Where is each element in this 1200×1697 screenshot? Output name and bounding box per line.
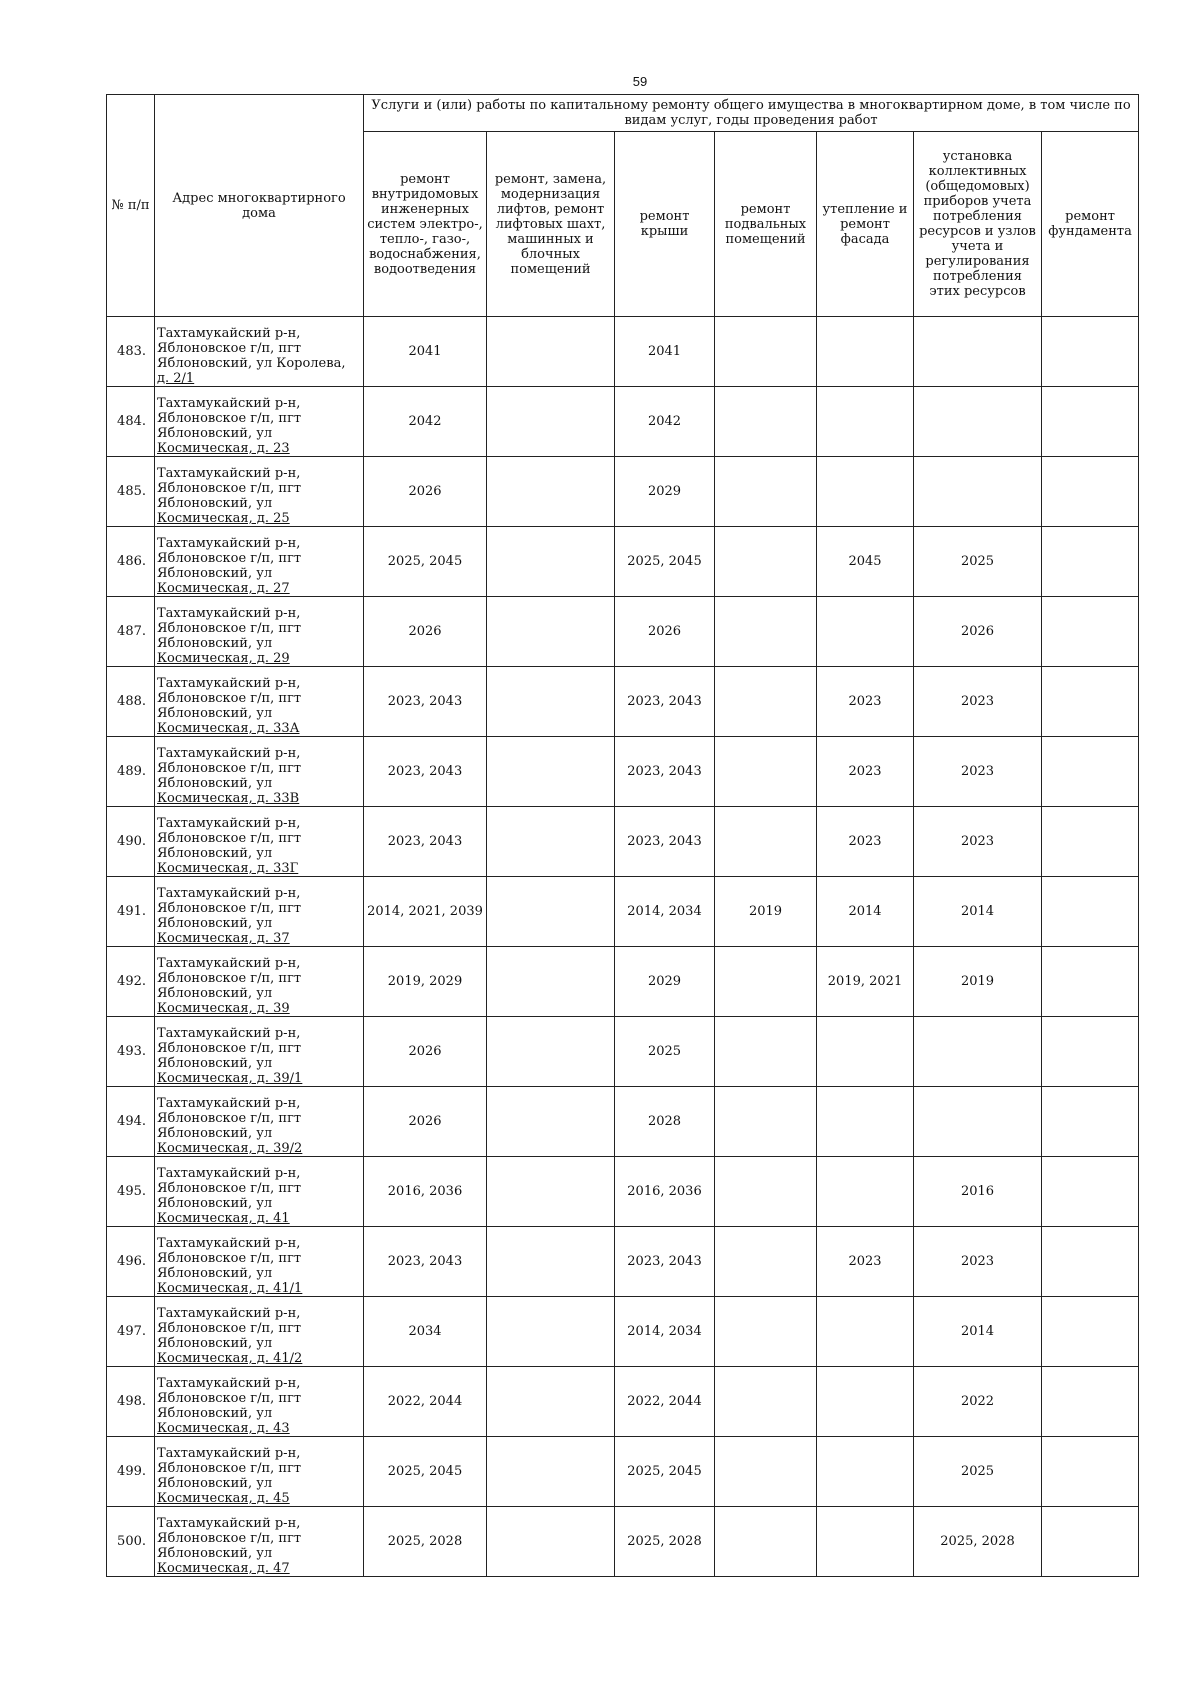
cell-basement: [715, 667, 817, 737]
address-line: Тахтамукайский р-н,: [157, 816, 301, 831]
cell-facade: [817, 1367, 914, 1437]
cell-meters: 2026: [914, 597, 1042, 667]
cell-elevators: [487, 877, 615, 947]
table-body: [107, 317, 1139, 1577]
cell-elevators: [487, 387, 615, 457]
cell-elevators: [487, 1227, 615, 1297]
address-line: Космическая, д. 41/2: [157, 1351, 303, 1366]
row-number: 497.: [107, 1297, 155, 1367]
address-line: Яблоновский, ул: [157, 1126, 273, 1141]
cell-engineering: 2023, 2043: [364, 1227, 487, 1297]
address-line: Яблоновское г/п, пгт: [157, 1181, 302, 1196]
table-row: [107, 317, 1139, 387]
row-number: 490.: [107, 807, 155, 877]
cell-foundation: [1042, 877, 1139, 947]
cell-basement: [715, 387, 817, 457]
row-address: [155, 1087, 364, 1157]
address-line: Яблоновское г/п, пгт: [157, 1251, 302, 1266]
address-line: Космическая, д. 39/2: [157, 1141, 303, 1156]
address-line: Тахтамукайский р-н,: [157, 1446, 301, 1461]
cell-foundation: [1042, 807, 1139, 877]
cell-meters: 2025, 2028: [914, 1507, 1042, 1577]
row-number: 498.: [107, 1367, 155, 1437]
cell-engineering: 2014, 2021, 2039: [364, 877, 487, 947]
address-line: Тахтамукайский р-н,: [157, 1166, 301, 1181]
address-line: Космическая, д. 41/1: [157, 1281, 303, 1296]
row-number: 494.: [107, 1087, 155, 1157]
address-line: Космическая, д. 23: [157, 441, 290, 456]
cell-meters: 2023: [914, 1227, 1042, 1297]
table-row: [107, 1227, 1139, 1297]
table-row: [107, 947, 1139, 1017]
address-line: Яблоновское г/п, пгт: [157, 411, 302, 426]
cell-foundation: [1042, 1227, 1139, 1297]
cell-foundation: [1042, 737, 1139, 807]
cell-basement: [715, 1227, 817, 1297]
cell-basement: [715, 947, 817, 1017]
address-line: Тахтамукайский р-н,: [157, 1376, 301, 1391]
cell-engineering: 2023, 2043: [364, 807, 487, 877]
address-line: Тахтамукайский р-н,: [157, 676, 301, 691]
cell-roof: 2025: [615, 1017, 715, 1087]
cell-engineering: 2025, 2028: [364, 1507, 487, 1577]
cell-engineering: 2026: [364, 1017, 487, 1087]
cell-foundation: [1042, 387, 1139, 457]
cell-meters: [914, 1017, 1042, 1087]
row-number: 491.: [107, 877, 155, 947]
table-row: [107, 667, 1139, 737]
row-address: [155, 667, 364, 737]
cell-foundation: [1042, 457, 1139, 527]
cell-meters: 2023: [914, 667, 1042, 737]
row-number: 492.: [107, 947, 155, 1017]
cell-basement: [715, 527, 817, 597]
address-line: Яблоновское г/п, пгт: [157, 761, 302, 776]
address-line: Тахтамукайский р-н,: [157, 326, 301, 341]
address-line: Яблоновское г/п, пгт: [157, 551, 302, 566]
cell-elevators: [487, 1437, 615, 1507]
cell-elevators: [487, 1087, 615, 1157]
cell-roof: 2041: [615, 317, 715, 387]
address-line: Космическая, д. 43: [157, 1421, 290, 1436]
table-row: [107, 1367, 1139, 1437]
row-number: 493.: [107, 1017, 155, 1087]
address-line: Космическая, д. 33А: [157, 721, 300, 736]
cell-meters: 2023: [914, 807, 1042, 877]
cell-basement: [715, 1507, 817, 1577]
cell-foundation: [1042, 1367, 1139, 1437]
row-address: [155, 387, 364, 457]
address-line: Космическая, д. 41: [157, 1211, 290, 1226]
cell-engineering: 2042: [364, 387, 487, 457]
page-number: 59: [632, 74, 648, 89]
cell-basement: [715, 807, 817, 877]
cell-facade: 2023: [817, 1227, 914, 1297]
row-address: [155, 317, 364, 387]
table-row: [107, 1087, 1139, 1157]
address-line: Космическая, д. 45: [157, 1491, 290, 1506]
cell-foundation: [1042, 317, 1139, 387]
cell-engineering: 2023, 2043: [364, 667, 487, 737]
address-line: Космическая, д. 27: [157, 581, 290, 596]
address-line: Яблоновское г/п, пгт: [157, 481, 302, 496]
header-col-basement: ремонт подвальных помещений: [715, 132, 817, 317]
cell-meters: 2014: [914, 1297, 1042, 1367]
address-line: Яблоновский, ул: [157, 846, 273, 861]
cell-foundation: [1042, 1017, 1139, 1087]
address-line: Яблоновское г/п, пгт: [157, 1111, 302, 1126]
address-line: Тахтамукайский р-н,: [157, 1306, 301, 1321]
table-row: [107, 737, 1139, 807]
row-address: [155, 457, 364, 527]
cell-facade: [817, 1297, 914, 1367]
table-row: [107, 1437, 1139, 1507]
row-address: [155, 597, 364, 667]
cell-basement: [715, 1437, 817, 1507]
cell-basement: [715, 1017, 817, 1087]
cell-facade: [817, 1087, 914, 1157]
address-line: Космическая, д. 37: [157, 931, 290, 946]
row-number: 486.: [107, 527, 155, 597]
table-row: [107, 597, 1139, 667]
address-line: Яблоновский, ул: [157, 916, 273, 931]
row-address: [155, 1437, 364, 1507]
cell-roof: 2023, 2043: [615, 737, 715, 807]
cell-basement: [715, 317, 817, 387]
cell-roof: 2025, 2045: [615, 1437, 715, 1507]
cell-meters: 2014: [914, 877, 1042, 947]
header-num: № п/п: [107, 95, 155, 317]
row-number: 496.: [107, 1227, 155, 1297]
address-line: Космическая, д. 33В: [157, 791, 300, 806]
row-address: [155, 877, 364, 947]
cell-roof: 2029: [615, 947, 715, 1017]
header-col-roof: ремонт крыши: [615, 132, 715, 317]
address-line: Космическая, д. 39: [157, 1001, 290, 1016]
row-address: [155, 1507, 364, 1577]
row-number: 499.: [107, 1437, 155, 1507]
address-line: Космическая, д. 25: [157, 511, 290, 526]
cell-basement: [715, 737, 817, 807]
cell-foundation: [1042, 1087, 1139, 1157]
cell-elevators: [487, 807, 615, 877]
cell-facade: [817, 1017, 914, 1087]
address-line: д. 2/1: [157, 371, 195, 386]
cell-elevators: [487, 1507, 615, 1577]
cell-engineering: 2022, 2044: [364, 1367, 487, 1437]
cell-roof: 2014, 2034: [615, 877, 715, 947]
cell-meters: 2025: [914, 1437, 1042, 1507]
address-line: Яблоновский, ул: [157, 776, 273, 791]
address-line: Яблоновский, ул: [157, 496, 273, 511]
address-line: Яблоновский, ул: [157, 566, 273, 581]
address-line: Яблоновский, ул: [157, 1196, 273, 1211]
address-line: Яблоновское г/п, пгт: [157, 1391, 302, 1406]
cell-elevators: [487, 457, 615, 527]
cell-roof: 2029: [615, 457, 715, 527]
cell-roof: 2028: [615, 1087, 715, 1157]
table-row: [107, 387, 1139, 457]
cell-basement: [715, 1087, 817, 1157]
cell-elevators: [487, 667, 615, 737]
cell-engineering: 2026: [364, 597, 487, 667]
cell-facade: [817, 1437, 914, 1507]
cell-basement: [715, 1367, 817, 1437]
cell-roof: 2026: [615, 597, 715, 667]
cell-basement: [715, 457, 817, 527]
table-header: [107, 95, 1139, 317]
cell-roof: 2023, 2043: [615, 1227, 715, 1297]
address-line: Тахтамукайский р-н,: [157, 1236, 301, 1251]
address-line: Тахтамукайский р-н,: [157, 466, 301, 481]
address-line: Тахтамукайский р-н,: [157, 746, 301, 761]
row-number: 500.: [107, 1507, 155, 1577]
cell-engineering: 2026: [364, 1087, 487, 1157]
capital-repair-table: [106, 94, 1139, 1577]
cell-foundation: [1042, 947, 1139, 1017]
address-line: Яблоновский, ул: [157, 426, 273, 441]
header-col-engineering: ремонт внутридомовых инженерных систем электро-, тепло-, газо-, водоснабжения, водоотведения: [364, 132, 487, 317]
table-row: [107, 1017, 1139, 1087]
address-line: Яблоновское г/п, пгт: [157, 691, 302, 706]
row-address: [155, 1017, 364, 1087]
cell-roof: 2023, 2043: [615, 667, 715, 737]
cell-engineering: 2019, 2029: [364, 947, 487, 1017]
address-line: Тахтамукайский р-н,: [157, 886, 301, 901]
cell-roof: 2022, 2044: [615, 1367, 715, 1437]
cell-meters: 2025: [914, 527, 1042, 597]
header-services-group: Услуги и (или) работы по капитальному ремонту общего имущества в многоквартирном доме, в том числе по видам услуг, годы проведения работ: [364, 95, 1139, 132]
cell-facade: [817, 597, 914, 667]
cell-engineering: 2016, 2036: [364, 1157, 487, 1227]
address-line: Яблоновское г/п, пгт: [157, 1041, 302, 1056]
address-line: Космическая, д. 47: [157, 1561, 290, 1576]
cell-meters: 2019: [914, 947, 1042, 1017]
cell-engineering: 2041: [364, 317, 487, 387]
address-line: Тахтамукайский р-н,: [157, 1516, 301, 1531]
cell-elevators: [487, 947, 615, 1017]
cell-meters: 2022: [914, 1367, 1042, 1437]
row-number: 485.: [107, 457, 155, 527]
row-number: 484.: [107, 387, 155, 457]
header-col-meters: установка коллективных (общедомовых) приборов учета потребления ресурсов и узлов учета и регулирования потребления этих ресурсов: [914, 132, 1042, 317]
cell-foundation: [1042, 1297, 1139, 1367]
row-number: 488.: [107, 667, 155, 737]
address-line: Яблоновское г/п, пгт: [157, 1321, 302, 1336]
address-line: Яблоновский, ул: [157, 1336, 273, 1351]
address-line: Яблоновский, ул: [157, 1056, 273, 1071]
address-line: Яблоновское г/п, пгт: [157, 341, 302, 356]
cell-basement: [715, 597, 817, 667]
row-number: 495.: [107, 1157, 155, 1227]
cell-roof: 2025, 2028: [615, 1507, 715, 1577]
cell-foundation: [1042, 527, 1139, 597]
address-line: Яблоновский, ул: [157, 636, 273, 651]
cell-foundation: [1042, 1157, 1139, 1227]
cell-engineering: 2025, 2045: [364, 1437, 487, 1507]
header-col-facade: утепление и ремонт фасада: [817, 132, 914, 317]
address-line: Тахтамукайский р-н,: [157, 1026, 301, 1041]
cell-roof: 2014, 2034: [615, 1297, 715, 1367]
cell-meters: [914, 457, 1042, 527]
address-line: Космическая, д. 29: [157, 651, 290, 666]
cell-facade: [817, 457, 914, 527]
address-line: Тахтамукайский р-н,: [157, 536, 301, 551]
cell-elevators: [487, 1297, 615, 1367]
cell-facade: 2023: [817, 807, 914, 877]
row-address: [155, 1157, 364, 1227]
cell-meters: 2023: [914, 737, 1042, 807]
table-row: [107, 1297, 1139, 1367]
cell-elevators: [487, 737, 615, 807]
address-line: Яблоновский, ул: [157, 1476, 273, 1491]
cell-meters: [914, 317, 1042, 387]
address-line: Яблоновское г/п, пгт: [157, 901, 302, 916]
cell-engineering: 2026: [364, 457, 487, 527]
cell-facade: 2023: [817, 667, 914, 737]
address-line: Яблоновское г/п, пгт: [157, 971, 302, 986]
cell-facade: 2045: [817, 527, 914, 597]
address-line: Яблоновское г/п, пгт: [157, 831, 302, 846]
cell-meters: [914, 387, 1042, 457]
cell-foundation: [1042, 667, 1139, 737]
row-address: [155, 947, 364, 1017]
cell-facade: [817, 317, 914, 387]
address-line: Космическая, д. 39/1: [157, 1071, 303, 1086]
cell-engineering: 2034: [364, 1297, 487, 1367]
table-row: [107, 807, 1139, 877]
cell-roof: 2016, 2036: [615, 1157, 715, 1227]
cell-basement: [715, 1157, 817, 1227]
address-line: Тахтамукайский р-н,: [157, 606, 301, 621]
table-row: [107, 877, 1139, 947]
cell-roof: 2025, 2045: [615, 527, 715, 597]
table-row: [107, 457, 1139, 527]
cell-engineering: 2025, 2045: [364, 527, 487, 597]
row-address: [155, 737, 364, 807]
address-line: Тахтамукайский р-н,: [157, 396, 301, 411]
row-number: 487.: [107, 597, 155, 667]
address-line: Яблоновский, ул: [157, 706, 273, 721]
address-line: Яблоновский, ул: [157, 1266, 273, 1281]
row-address: [155, 1367, 364, 1437]
address-line: Яблоновский, ул: [157, 1406, 273, 1421]
row-address: [155, 527, 364, 597]
table-row: [107, 1507, 1139, 1577]
cell-foundation: [1042, 1437, 1139, 1507]
address-line: Тахтамукайский р-н,: [157, 1096, 301, 1111]
cell-elevators: [487, 317, 615, 387]
address-line: Яблоновское г/п, пгт: [157, 1531, 302, 1546]
address-line: Яблоновский, ул: [157, 1546, 273, 1561]
row-address: [155, 1297, 364, 1367]
cell-meters: 2016: [914, 1157, 1042, 1227]
table-row: [107, 1157, 1139, 1227]
cell-meters: [914, 1087, 1042, 1157]
row-address: [155, 1227, 364, 1297]
row-number: 489.: [107, 737, 155, 807]
address-line: Тахтамукайский р-н,: [157, 956, 301, 971]
cell-facade: 2023: [817, 737, 914, 807]
cell-foundation: [1042, 597, 1139, 667]
cell-elevators: [487, 1157, 615, 1227]
header-address: Адрес многоквартирного дома: [155, 95, 364, 317]
cell-basement: [715, 1297, 817, 1367]
cell-elevators: [487, 1367, 615, 1437]
cell-roof: 2042: [615, 387, 715, 457]
cell-foundation: [1042, 1507, 1139, 1577]
row-number: 483.: [107, 317, 155, 387]
address-line: Космическая, д. 33Г: [157, 861, 299, 876]
cell-facade: [817, 1507, 914, 1577]
cell-basement: 2019: [715, 877, 817, 947]
address-line: Яблоновское г/п, пгт: [157, 1461, 302, 1476]
cell-facade: 2019, 2021: [817, 947, 914, 1017]
cell-roof: 2023, 2043: [615, 807, 715, 877]
address-line: Яблоновский, ул: [157, 986, 273, 1001]
cell-elevators: [487, 597, 615, 667]
address-line: Яблоновский, ул Королева,: [157, 356, 346, 371]
header-col-elevators: ремонт, замена, модернизация лифтов, ремонт лифтовых шахт, машинных и блочных помещений: [487, 132, 615, 317]
cell-engineering: 2023, 2043: [364, 737, 487, 807]
cell-elevators: [487, 1017, 615, 1087]
cell-elevators: [487, 527, 615, 597]
row-address: [155, 807, 364, 877]
header-col-foundation: ремонт фундамента: [1042, 132, 1139, 317]
table-row: [107, 527, 1139, 597]
address-line: Яблоновское г/п, пгт: [157, 621, 302, 636]
cell-facade: 2014: [817, 877, 914, 947]
cell-facade: [817, 1157, 914, 1227]
cell-facade: [817, 387, 914, 457]
